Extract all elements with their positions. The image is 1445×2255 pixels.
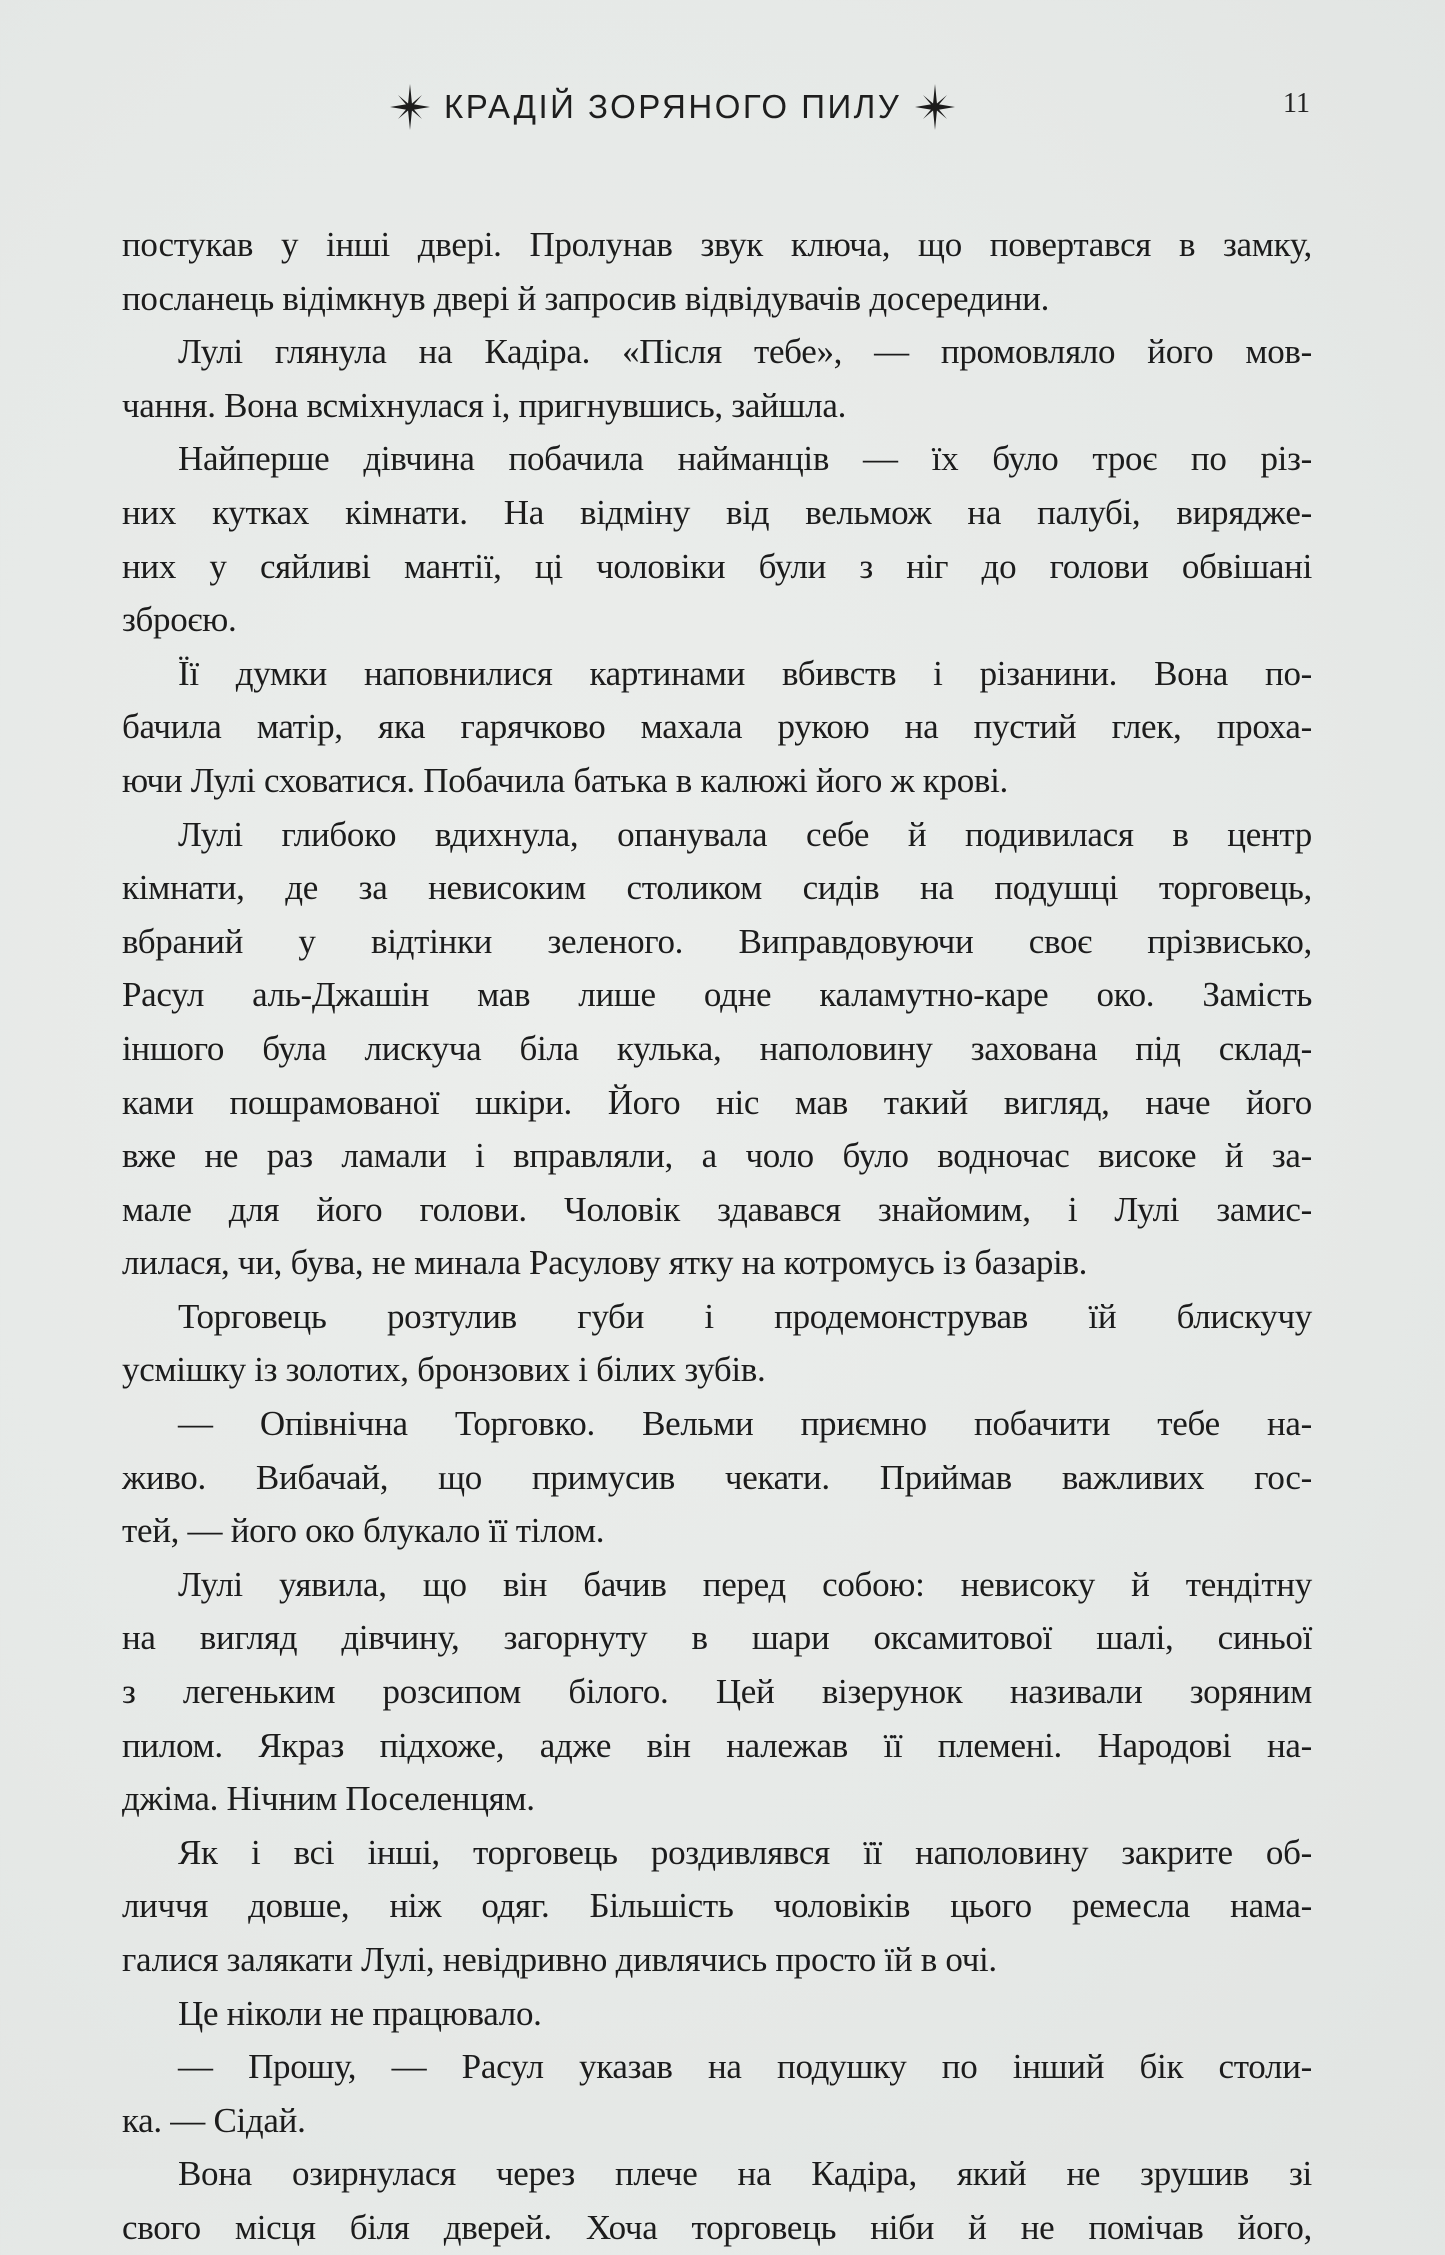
text-line: вже не раз ламали і вправляли, а чоло було водночас високе й за- — [122, 1136, 1312, 1176]
text-line: джіма. Нічним Поселенцям. — [122, 1779, 535, 1819]
text-line: — Опівнічна Торговко. Вельми приємно побачити тебе на- — [178, 1404, 1312, 1444]
text-line: них у сяйливі мантії, ці чоловіки були з ніг до голови обвішані — [122, 546, 1312, 586]
body-text — [122, 218, 1312, 2255]
running-title-group — [390, 82, 955, 132]
text-line: Як і всі інші, торговець роздивлявся її наполовину закрите об- — [178, 1832, 1312, 1872]
text-line: іншого була лискуча біла кулька, наполовину захована під склад- — [122, 1028, 1312, 1068]
text-line: Вона озирнулася через плече на Кадіра, який не зрушив зі — [178, 2154, 1312, 2194]
running-title: КРАДІЙ ЗОРЯНОГО ПИЛУ — [444, 88, 902, 125]
text-line: них кутках кімнати. На відміну від вельмож на палубі, виряджe- — [122, 492, 1312, 532]
text-line: вбраний у відтінки зеленого. Виправдовуючи своє прізвисько, — [122, 921, 1312, 961]
text-line: тей, — його око блукало її тілом. — [122, 1511, 605, 1551]
text-line: ками пошрамованої шкіри. Його ніс мав такий вигляд, наче його — [122, 1082, 1312, 1122]
text-line: Це ніколи не працювало. — [178, 1993, 542, 2033]
text-line: Лулі глибоко вдихнула, опанувала себе й подивилася в центр — [178, 814, 1312, 854]
text-line: мале для його голови. Чоловік здавався знайомим, і Лулі замис- — [122, 1189, 1312, 1229]
text-line: кімнати, де за невисоким столиком сидів на подушці торговець, — [122, 868, 1312, 908]
text-line: бачила матір, яка гарячково махала рукою на пустий глек, проха- — [122, 707, 1312, 747]
text-line: Найперше дівчина побачила найманців — їх було троє по різ- — [178, 439, 1312, 479]
text-line: лилася, чи, бува, не минала Расулову ятку на котромусь із базарів. — [122, 1243, 1088, 1283]
text-line: Її думки наповнилися картинами вбивств і різанини. Вона по- — [178, 653, 1312, 693]
text-line: Лулі уявила, що він бачив перед собою: невисоку й тендітну — [178, 1564, 1312, 1604]
text-line: з легеньким розсипом білого. Цей візерунок називали зоряним — [122, 1672, 1312, 1712]
text-line: на вигляд дівчину, загорнуту в шари оксамитової шалі, синьої — [122, 1618, 1312, 1658]
text-line: галися залякати Лулі, невідривно дивлячись просто їй в очі. — [122, 1940, 997, 1979]
text-line: — Прошу, — Расул указав на подушку по інший бік столи- — [178, 2047, 1312, 2087]
text-line: зброєю. — [122, 600, 237, 640]
page-number: 11 — [1283, 88, 1310, 119]
text-line: пилом. Якраз підхоже, адже він належав її племені. Народові на- — [122, 1725, 1312, 1765]
text-line: постукав у інші двері. Пролунав звук ключа, що повертався в замку, — [122, 225, 1312, 264]
eight-point-star-icon — [390, 84, 430, 130]
text-line: ка. — Сідай. — [122, 2100, 306, 2140]
text-line: личчя довше, ніж одяг. Більшість чоловіків цього ремесла нама- — [122, 1886, 1312, 1926]
text-line: посланець відімкнув двері й запросив відвідувачів досередини. — [122, 278, 1050, 318]
text-line: Расул аль-Джашін мав лише одне каламутно-каре око. Замість — [122, 975, 1312, 1015]
text-line: Торговець розтулив губи і продемонстрував їй блискучу — [178, 1296, 1312, 1336]
text-line: Лулі глянула на Кадіра. «Після тебе», — промовляло його мов- — [178, 332, 1312, 372]
text-line: свого місця біля дверей. Хоча торговець ніби й не помічав його, — [122, 2207, 1312, 2247]
text-line: ючи Лулі сховатися. Побачила батька в калюжі його ж крові. — [122, 760, 1009, 800]
text-line: усмішку із золотих, бронзових і білих зубів. — [122, 1350, 766, 1390]
text-line: чання. Вона всміхнулася і, пригнувшись, зайшла. — [122, 385, 847, 425]
running-header — [0, 82, 1445, 132]
text-line: живо. Вибачай, що примусив чекати. Приймав важливих гос- — [122, 1457, 1312, 1497]
eight-point-star-icon — [915, 84, 955, 130]
